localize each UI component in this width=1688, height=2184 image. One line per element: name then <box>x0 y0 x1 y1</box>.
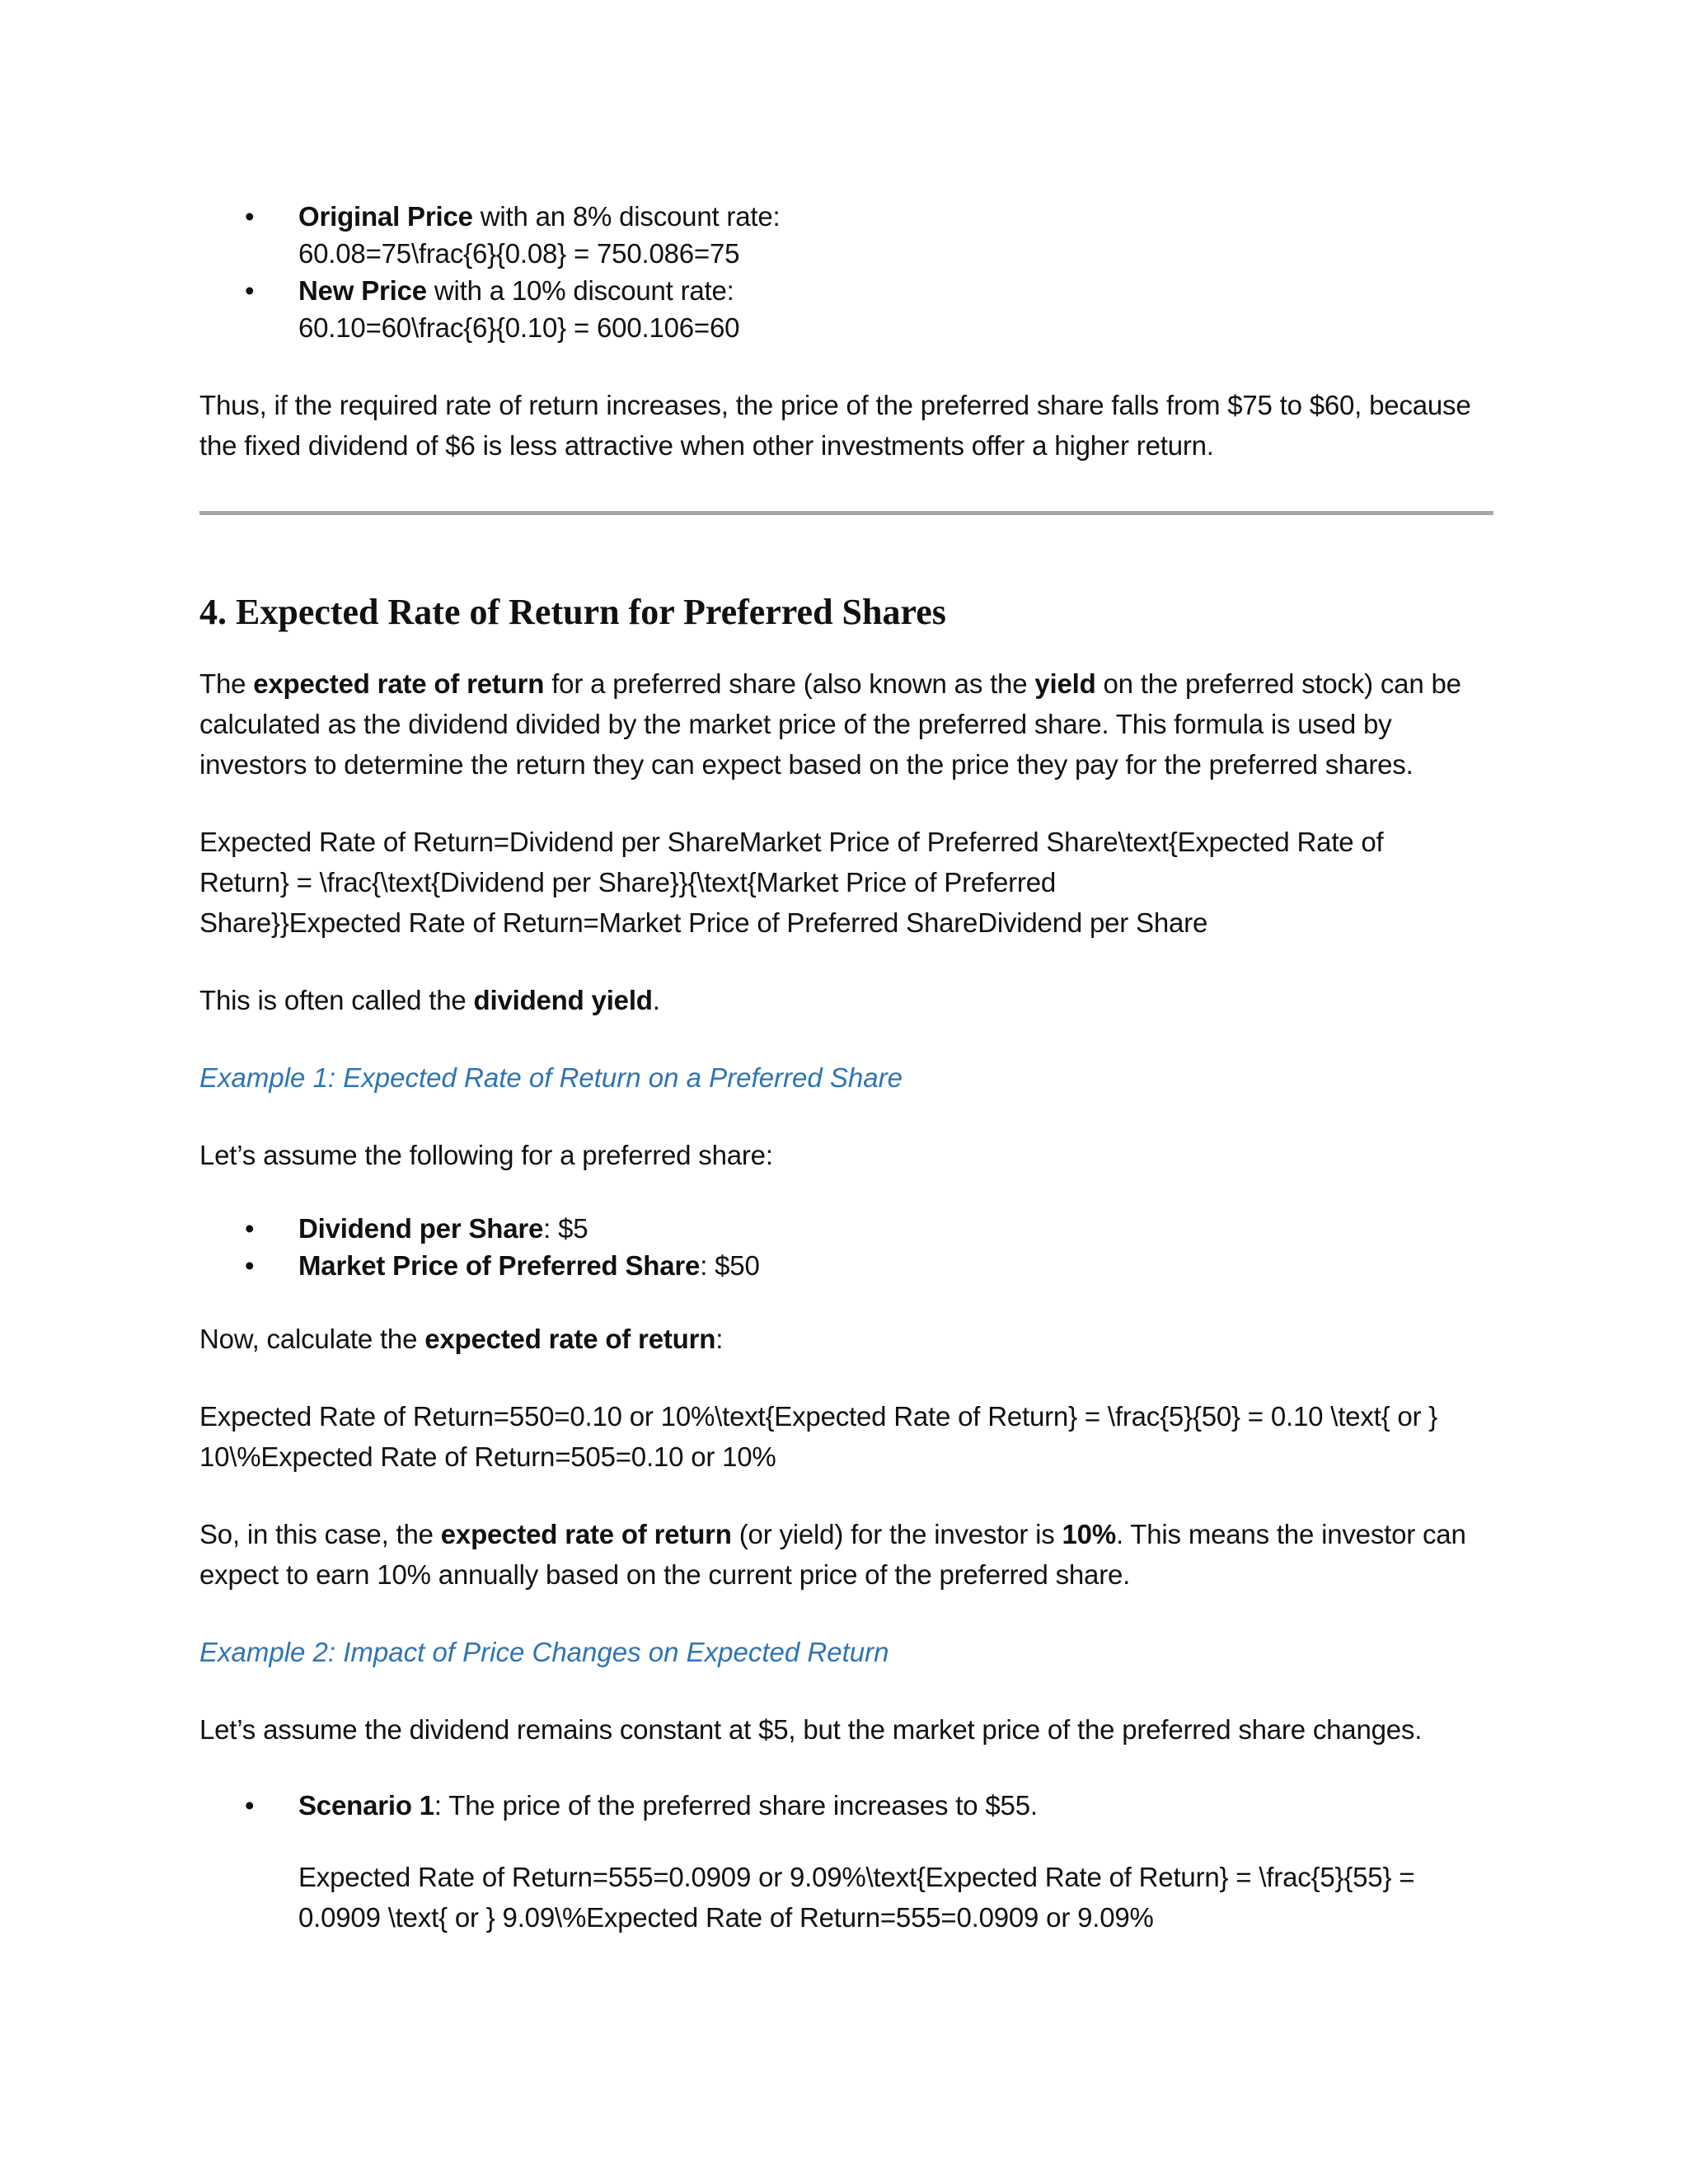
paragraph-assume-1: Let’s assume the following for a preferred share: <box>199 1140 773 1170</box>
list-item: • Scenario 1: The price of the preferred share increases to $55. <box>199 1787 1493 1824</box>
list-item <box>199 198 1493 272</box>
paragraph-intro: The expected rate of return for a preferred share (also known as the yield on the preferred stock) can be calculated as the dividend divided by the market price of the preferred share. This formula is used by investors to determine the return they can expect based on the price they pay for the preferred shares. <box>199 668 1461 780</box>
bullet-bold-label: Original Price <box>298 201 473 232</box>
formula-expected-return: Expected Rate of Return=Dividend per ShareMarket Price of Preferred Share\text{Expected Rate of Return} = \frac{\text{Dividend per Share}}{\text{Market Price of Preferred Share}}Expected Rate of Return=Market Price of Preferred ShareDividend per Share <box>199 827 1384 938</box>
example-2-bullet-list <box>199 1787 1493 1824</box>
document-page <box>199 198 1493 1938</box>
paragraph-price-falls: Thus, if the required rate of return increases, the price of the preferred share falls from $75 to $60, because the fixed dividend of $6 is less attractive when other investments offer a higher return. <box>199 390 1471 461</box>
list-item: • Market Price of Preferred Share: $50 <box>199 1247 1493 1284</box>
bullet-bold-label: New Price <box>298 275 427 306</box>
example-2-title: Example 2: Impact of Price Changes on Expected Return <box>199 1637 889 1667</box>
bullet-formula: 60.08=75\frac{6}{0.08} = 750.086=75 <box>298 238 740 269</box>
paragraph-calculate: Now, calculate the expected rate of return: <box>199 1324 724 1354</box>
list-item: • Dividend per Share: $5 <box>199 1210 1493 1247</box>
price-bullet-list <box>199 198 1493 346</box>
list-item <box>199 272 1493 346</box>
bullet-text: with an 8% discount rate: <box>472 201 781 232</box>
example-1-title: Example 1: Expected Rate of Return on a Preferred Share <box>199 1062 903 1093</box>
paragraph-assume-2: Let’s assume the dividend remains constant at $5, but the market price of the preferred share changes. <box>199 1714 1423 1745</box>
example-1-bullet-list <box>199 1210 1493 1284</box>
bullet-formula: 60.10=60\frac{6}{0.10} = 600.106=60 <box>298 312 740 343</box>
horizontal-rule <box>199 511 1493 515</box>
formula-scenario-1: Expected Rate of Return=555=0.0909 or 9.09%\text{Expected Rate of Return} = \frac{5}{55} = 0.0909 \text{ or } 9.09\%Expected Rate of Return=555=0.0909 or 9.09% <box>298 1862 1415 1933</box>
paragraph-dividend-yield: This is often called the dividend yield. <box>199 985 660 1015</box>
bullet-text: with a 10% discount rate: <box>426 275 734 306</box>
paragraph-conclusion-1: So, in this case, the expected rate of return (or yield) for the investor is 10%. This means the investor can expect to earn 10% annually based on the current price of the preferred share. <box>199 1519 1466 1590</box>
formula-example-1: Expected Rate of Return=550=0.10 or 10%\text{Expected Rate of Return} = \frac{5}{50} = 0.10 \text{ or } 10\%Expected Rate of Return=505=0.10 or 10% <box>199 1401 1438 1472</box>
section-heading: 4. Expected Rate of Return for Preferred Shares <box>199 592 946 632</box>
